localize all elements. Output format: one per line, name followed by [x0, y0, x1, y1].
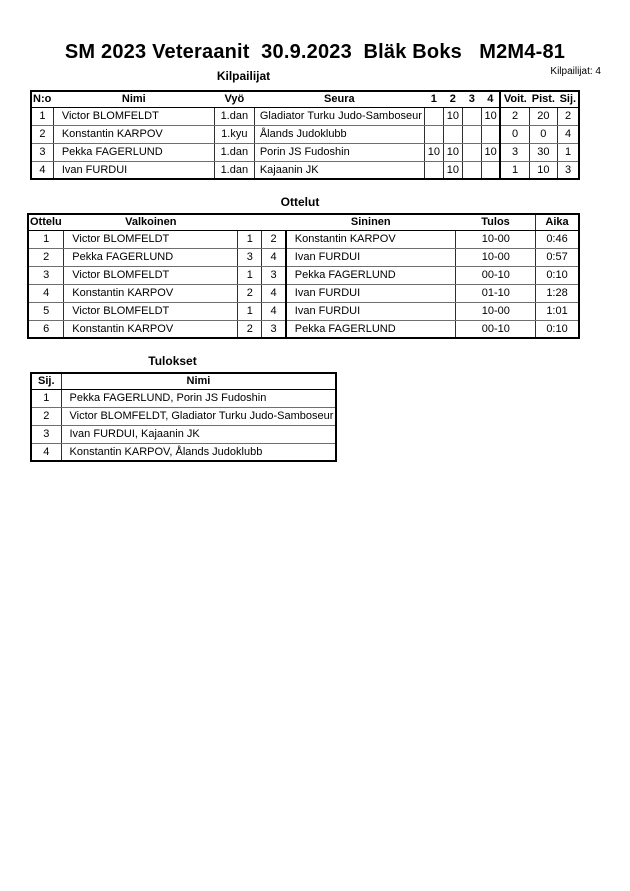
- col-header-blue: Sininen: [286, 214, 456, 230]
- match-row-6: [28, 320, 579, 338]
- cell-round-2: 10: [443, 107, 462, 125]
- cell-points: 10: [529, 161, 557, 179]
- cell-club: Porin JS Fudoshin: [254, 143, 424, 161]
- cell-wins: 2: [500, 107, 529, 125]
- cell-white-no: 3: [238, 248, 262, 266]
- cell-belt: 1.dan: [214, 107, 254, 125]
- result-row-1: [31, 389, 336, 407]
- cell-time: 0:46: [536, 230, 579, 248]
- cell-place: 2: [31, 407, 61, 425]
- result-row-4: [31, 443, 336, 461]
- cell-belt: 1.dan: [214, 143, 254, 161]
- cell-wins: 1: [500, 161, 529, 179]
- cell-round-3: [462, 143, 481, 161]
- cell-white-name: Victor BLOMFELDT: [64, 230, 238, 248]
- results-header-row: [31, 373, 336, 389]
- col-header-place: Sij.: [557, 91, 579, 107]
- cell-belt: 1.kyu: [214, 125, 254, 143]
- cell-place: 4: [557, 125, 579, 143]
- cell-blue-no: 4: [262, 248, 286, 266]
- cell-name: Victor BLOMFELDT, Gladiator Turku Judo-Samboseur: [61, 407, 336, 425]
- cell-round-1: [424, 125, 443, 143]
- cell-white-no: 2: [238, 320, 262, 338]
- cell-white-name: Konstantin KARPOV: [64, 320, 238, 338]
- cell-club: Ålands Judoklubb: [254, 125, 424, 143]
- match-row-1: [28, 230, 579, 248]
- cell-place: 4: [31, 443, 61, 461]
- cell-blue-name: Ivan FURDUI: [286, 284, 456, 302]
- result-row-3: [31, 425, 336, 443]
- cell-match-no: 3: [28, 266, 64, 284]
- cell-round-4: [481, 125, 500, 143]
- cell-round-1: [424, 107, 443, 125]
- competitor-row-2: [31, 125, 579, 143]
- col-header-wins: Voit.: [500, 91, 529, 107]
- cell-blue-name: Pekka FAGERLUND: [286, 320, 456, 338]
- col-header-name: Nimi: [61, 373, 336, 389]
- results-section-title: Tulokset: [148, 354, 197, 368]
- cell-points: 20: [529, 107, 557, 125]
- cell-belt: 1.dan: [214, 161, 254, 179]
- col-header-match: Ottelu: [28, 214, 64, 230]
- cell-blue-no: 3: [262, 320, 286, 338]
- col-header-name: Nimi: [53, 91, 214, 107]
- cell-round-2: 10: [443, 143, 462, 161]
- col-header-time: Aika: [536, 214, 579, 230]
- competitors-table: [30, 90, 580, 180]
- cell-name: Victor BLOMFELDT: [53, 107, 214, 125]
- col-header-club: Seura: [254, 91, 424, 107]
- cell-white-name: Victor BLOMFELDT: [64, 266, 238, 284]
- col-header-white-no: [238, 214, 262, 230]
- cell-round-2: 10: [443, 161, 462, 179]
- cell-blue-no: 4: [262, 284, 286, 302]
- cell-place: 3: [31, 425, 61, 443]
- cell-name: Konstantin KARPOV: [53, 125, 214, 143]
- cell-no: 2: [31, 125, 53, 143]
- matches-header-row: [28, 214, 579, 230]
- cell-match-no: 1: [28, 230, 64, 248]
- cell-points: 0: [529, 125, 557, 143]
- cell-blue-name: Ivan FURDUI: [286, 248, 456, 266]
- col-header-round-3: 3: [462, 91, 481, 107]
- cell-blue-no: 4: [262, 302, 286, 320]
- cell-round-1: [424, 161, 443, 179]
- cell-white-name: Konstantin KARPOV: [64, 284, 238, 302]
- col-header-round-2: 2: [443, 91, 462, 107]
- match-row-5: [28, 302, 579, 320]
- cell-result: 10-00: [456, 248, 536, 266]
- cell-time: 0:10: [536, 266, 579, 284]
- cell-blue-name: Pekka FAGERLUND: [286, 266, 456, 284]
- cell-round-3: [462, 125, 481, 143]
- col-header-round-4: 4: [481, 91, 500, 107]
- cell-match-no: 6: [28, 320, 64, 338]
- cell-white-no: 1: [238, 230, 262, 248]
- match-row-4: [28, 284, 579, 302]
- col-header-belt: Vyö: [214, 91, 254, 107]
- cell-wins: 0: [500, 125, 529, 143]
- col-header-result: Tulos: [456, 214, 536, 230]
- competitor-count-label: Kilpailijat: 4: [550, 66, 601, 77]
- cell-points: 30: [529, 143, 557, 161]
- cell-round-1: 10: [424, 143, 443, 161]
- cell-time: 0:10: [536, 320, 579, 338]
- col-header-no: N:o: [31, 91, 53, 107]
- match-row-3: [28, 266, 579, 284]
- cell-no: 1: [31, 107, 53, 125]
- cell-blue-name: Ivan FURDUI: [286, 302, 456, 320]
- competitor-row-3: [31, 143, 579, 161]
- cell-place: 2: [557, 107, 579, 125]
- cell-white-name: Victor BLOMFELDT: [64, 302, 238, 320]
- matches-section-title: Ottelut: [280, 195, 320, 209]
- cell-place: 3: [557, 161, 579, 179]
- cell-round-3: [462, 107, 481, 125]
- col-header-round-1: 1: [424, 91, 443, 107]
- cell-round-4: 10: [481, 143, 500, 161]
- cell-round-4: [481, 161, 500, 179]
- cell-white-no: 1: [238, 302, 262, 320]
- col-header-place: Sij.: [31, 373, 61, 389]
- cell-white-no: 2: [238, 284, 262, 302]
- cell-club: Kajaanin JK: [254, 161, 424, 179]
- cell-match-no: 4: [28, 284, 64, 302]
- cell-round-4: 10: [481, 107, 500, 125]
- competitors-header-row: [31, 91, 579, 107]
- cell-time: 1:28: [536, 284, 579, 302]
- cell-no: 4: [31, 161, 53, 179]
- cell-no: 3: [31, 143, 53, 161]
- cell-result: 00-10: [456, 266, 536, 284]
- cell-club: Gladiator Turku Judo-Samboseur: [254, 107, 424, 125]
- cell-result: 01-10: [456, 284, 536, 302]
- competitor-row-1: [31, 107, 579, 125]
- result-row-2: [31, 407, 336, 425]
- match-row-2: [28, 248, 579, 266]
- cell-result: 00-10: [456, 320, 536, 338]
- matches-table: [27, 213, 580, 339]
- cell-wins: 3: [500, 143, 529, 161]
- cell-blue-no: 3: [262, 266, 286, 284]
- competitor-row-4: [31, 161, 579, 179]
- cell-result: 10-00: [456, 302, 536, 320]
- cell-name: Konstantin KARPOV, Ålands Judoklubb: [61, 443, 336, 461]
- competitors-section-title: Kilpailijat: [216, 69, 271, 83]
- cell-name: Ivan FURDUI: [53, 161, 214, 179]
- cell-match-no: 2: [28, 248, 64, 266]
- cell-blue-no: 2: [262, 230, 286, 248]
- cell-match-no: 5: [28, 302, 64, 320]
- col-header-blue-no: [262, 214, 286, 230]
- cell-round-2: [443, 125, 462, 143]
- cell-round-3: [462, 161, 481, 179]
- cell-white-name: Pekka FAGERLUND: [64, 248, 238, 266]
- col-header-white: Valkoinen: [64, 214, 238, 230]
- cell-result: 10-00: [456, 230, 536, 248]
- cell-name: Ivan FURDUI, Kajaanin JK: [61, 425, 336, 443]
- page-title: SM 2023 Veteraanit 30.9.2023 Bläk Boks M2M4-81: [64, 41, 566, 63]
- cell-place: 1: [557, 143, 579, 161]
- cell-place: 1: [31, 389, 61, 407]
- results-table: [30, 372, 337, 462]
- cell-time: 0:57: [536, 248, 579, 266]
- cell-blue-name: Konstantin KARPOV: [286, 230, 456, 248]
- col-header-points: Pist.: [529, 91, 557, 107]
- cell-white-no: 1: [238, 266, 262, 284]
- cell-name: Pekka FAGERLUND: [53, 143, 214, 161]
- cell-name: Pekka FAGERLUND, Porin JS Fudoshin: [61, 389, 336, 407]
- cell-time: 1:01: [536, 302, 579, 320]
